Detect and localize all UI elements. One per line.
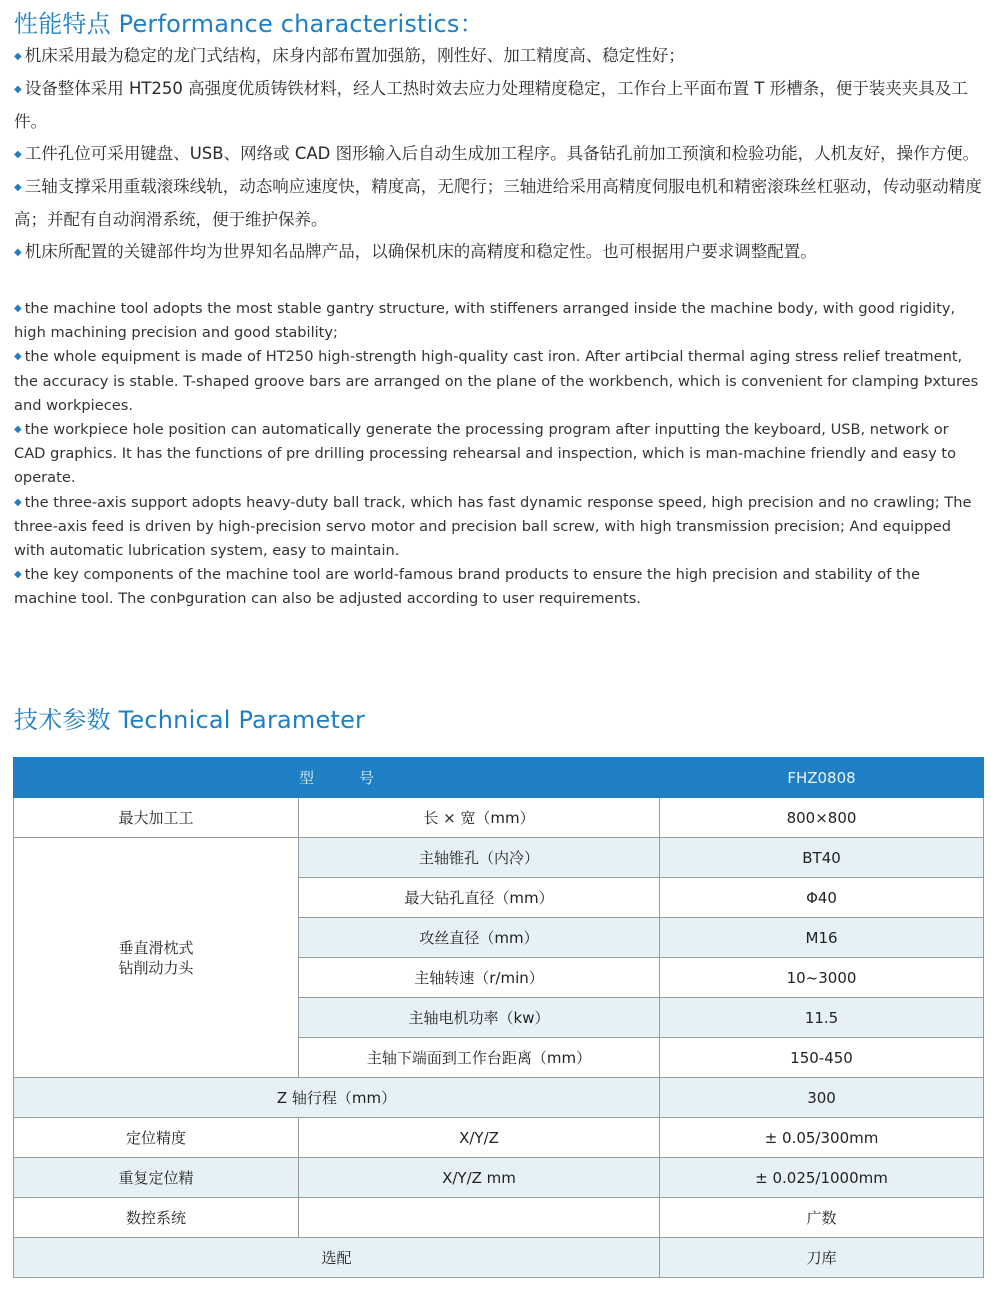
- diamond-bullet-icon: ◆: [14, 303, 22, 314]
- diamond-bullet-icon: ◆: [14, 51, 22, 62]
- diamond-bullet-icon: ◆: [14, 351, 22, 363]
- en-item-text: the workpiece hole position can automatically generate the processing program after inputting the keyboard, USB, network or CAD graphics. It has the functions of pre drilling processing rehearsal and inspection, which is man-machine friendly and easy to operate.: [14, 421, 957, 487]
- row-value: 150-450: [660, 1038, 984, 1078]
- header-model-label: 型 号: [14, 758, 660, 798]
- row-value: 11.5: [660, 998, 984, 1038]
- row-param-label: 主轴转速（r/min）: [299, 958, 660, 998]
- en-item: [14, 491, 984, 564]
- en-item-text: the whole equipment is made of HT250 high-strength high-quality cast iron. After artiÞcial thermal aging stress relief treatment, the accuracy is stable. T-shaped groove bars are arranged on the plane of the workbench, which is convenient for clamping Þxtures and workpieces.: [14, 348, 979, 414]
- row-label-option: 选配: [14, 1238, 660, 1278]
- diamond-bullet-icon: ◆: [14, 424, 22, 436]
- table-row: [14, 1238, 984, 1278]
- row-param-label: 长 × 宽（mm）: [299, 798, 660, 838]
- cn-item: [14, 138, 984, 171]
- row-value: ± 0.05/300mm: [660, 1118, 984, 1158]
- row-value: 800×800: [660, 798, 984, 838]
- en-item: [14, 345, 984, 418]
- cn-item: [14, 73, 984, 138]
- row-group-label: 重复定位精: [14, 1158, 299, 1198]
- row-value: 10~3000: [660, 958, 984, 998]
- en-item: [14, 297, 984, 345]
- cn-item: [14, 40, 984, 73]
- row-param-label: 最大钻孔直径（mm）: [299, 878, 660, 918]
- row-group-label-power-head: 垂直滑枕式 钻削动力头: [14, 838, 299, 1078]
- en-item-text: the key components of the machine tool are world-famous brand products to ensure the high precision and stability of the machine tool. The conÞguration can also be adjusted according to user requirements.: [14, 566, 920, 608]
- diamond-bullet-icon: ◆: [14, 569, 22, 581]
- row-param-label: X/Y/Z: [299, 1118, 660, 1158]
- row-value: 刀库: [660, 1238, 984, 1278]
- technical-parameter-table: [13, 757, 984, 1278]
- cn-item: [14, 236, 984, 269]
- cn-item-text: 机床所配置的关键部件均为世界知名品牌产品，以确保机床的高精度和稳定性。也可根据用户要求调整配置。: [24, 242, 817, 261]
- row-param-label: 主轴锥孔（内冷）: [299, 838, 660, 878]
- row-group-label: 数控系统: [14, 1198, 299, 1238]
- diamond-bullet-icon: ◆: [14, 247, 22, 258]
- diamond-bullet-icon: ◆: [14, 182, 22, 193]
- row-param-label: X/Y/Z mm: [299, 1158, 660, 1198]
- row-group-label: 最大加工工: [14, 798, 299, 838]
- cn-item-text: 工件孔位可采用键盘、USB、网络或 CAD 图形输入后自动生成加工程序。具备钻孔前加工预演和检验功能，人机友好，操作方便。: [24, 144, 980, 163]
- technical-title: 技术参数 Technical Parameter: [14, 706, 366, 734]
- row-label-z-travel: Z 轴行程（mm）: [14, 1078, 660, 1118]
- table-row: [14, 798, 984, 838]
- cn-item-text: 设备整体采用 HT250 高强度优质铸铁材料，经人工热时效去应力处理精度稳定，工作台上平面布置 T 形槽条，便于装夹夹具及工件。: [14, 79, 968, 131]
- row-value: ± 0.025/1000mm: [660, 1158, 984, 1198]
- row-param-label: 主轴下端面到工作台距离（mm）: [299, 1038, 660, 1078]
- row-param-label: 攻丝直径（mm）: [299, 918, 660, 958]
- cn-item: [14, 171, 984, 236]
- diamond-bullet-icon: ◆: [14, 84, 22, 95]
- performance-cn-list: [14, 40, 984, 269]
- table-header-row: [14, 758, 984, 798]
- en-item: [14, 418, 984, 491]
- row-value: 300: [660, 1078, 984, 1118]
- table-row: [14, 1118, 984, 1158]
- cn-item-text: 机床采用最为稳定的龙门式结构，床身内部布置加强筋，刚性好、加工精度高、稳定性好；: [24, 46, 685, 65]
- performance-en-list: [14, 297, 984, 612]
- row-value: M16: [660, 918, 984, 958]
- table-row: [14, 1078, 984, 1118]
- table-row: [14, 1198, 984, 1238]
- en-item-text: the machine tool adopts the most stable gantry structure, with stiffeners arranged inside the machine body, with good rigidity, high machining precision and good stability;: [14, 300, 956, 342]
- row-value: 广数: [660, 1198, 984, 1238]
- row-value: Φ40: [660, 878, 984, 918]
- table-row: [14, 1158, 984, 1198]
- header-model-value: FHZ0808: [660, 758, 984, 798]
- diamond-bullet-icon: ◆: [14, 149, 22, 160]
- cn-item-text: 三轴支撑采用重载滚珠线轨，动态响应速度快，精度高，无爬行；三轴进给采用高精度伺服电机和精密滚珠丝杠驱动，传动驱动精度高；并配有自动润滑系统，便于维护保养。: [14, 177, 982, 229]
- diamond-bullet-icon: ◆: [14, 496, 22, 508]
- en-item: [14, 563, 984, 611]
- row-value: BT40: [660, 838, 984, 878]
- table-row: [14, 838, 984, 878]
- row-param-label: 主轴电机功率（kw）: [299, 998, 660, 1038]
- en-item-text: the three-axis support adopts heavy-duty ball track, which has fast dynamic response speed, high precision and no crawling; The three-axis feed is driven by high-precision servo motor and precision ball screw, with high transmission precision; And equipped with automatic lubrication system, easy to maintain.: [14, 493, 972, 560]
- row-group-label: 定位精度: [14, 1118, 299, 1158]
- performance-title: 性能特点 Performance characteristics：: [14, 10, 484, 38]
- row-param-label: [299, 1198, 660, 1238]
